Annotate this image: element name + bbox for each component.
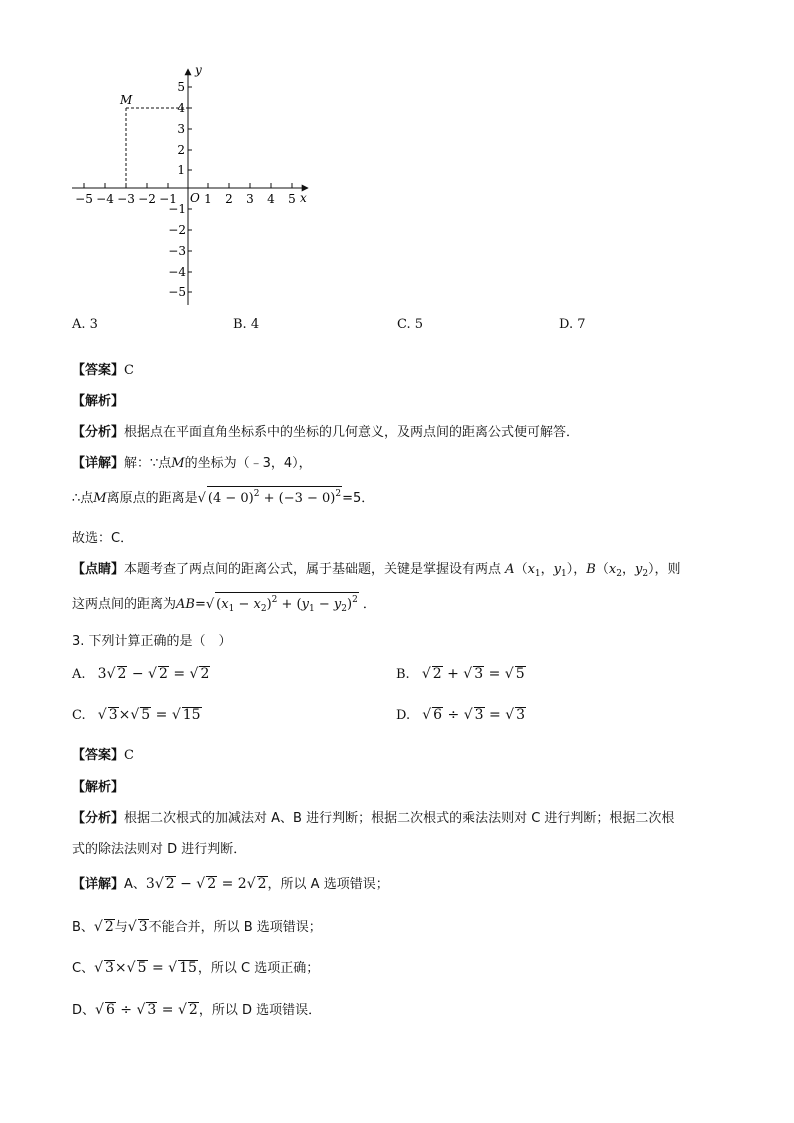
x-tick-label: 4 bbox=[267, 192, 275, 206]
option-label: A. bbox=[72, 667, 86, 682]
x-tick-label: 3 bbox=[246, 192, 254, 206]
distance-formula: √ $(4 - 0)^2 + (-3 - 0)^2$ bbox=[198, 491, 343, 506]
q3-option-b bbox=[396, 666, 526, 682]
q3-stem: 3. 下列计算正确的是（ ） bbox=[72, 634, 232, 649]
text: 这两点间的距离为 bbox=[72, 597, 177, 612]
points-text: $A(x_1$，$y_1$），$B(x_2$，$y_2$），则 bbox=[505, 562, 681, 579]
text: 离原点的距离是 bbox=[106, 491, 198, 506]
q3-xiangjie-b bbox=[72, 916, 322, 935]
q3-xiangjie-d bbox=[72, 999, 321, 1018]
answer-tag: 【答案】 bbox=[72, 363, 125, 378]
q3-fenxi-line1 bbox=[72, 807, 674, 826]
xiangjie-tag: 【详解】 bbox=[72, 456, 125, 471]
answer-tag: 【答案】 bbox=[72, 748, 125, 763]
y-axis-label: y bbox=[195, 63, 202, 77]
formula: √ 3×√ 5 = √ 15 bbox=[94, 960, 197, 976]
formula: 3√ 2 − √ 2 = 2√ 2 bbox=[145, 876, 267, 892]
text: ∴点 bbox=[72, 491, 94, 506]
text: 解：∵点 bbox=[124, 456, 172, 471]
point-m-label: M bbox=[120, 93, 133, 107]
fenxi-text: 根据点在平面直角坐标系中的坐标的几何意义，及两点间的距离公式便可解答． bbox=[124, 425, 580, 440]
q2-xiangjie-line2 bbox=[72, 486, 374, 506]
y-tick-label: −1 bbox=[168, 202, 186, 216]
option-label: C. bbox=[72, 708, 86, 723]
y-tick-label: 4 bbox=[177, 101, 185, 115]
y-tick-label: −2 bbox=[168, 223, 186, 237]
x-tick-label: 2 bbox=[225, 192, 233, 206]
q2-fenxi bbox=[72, 421, 579, 440]
y-tick-label: 3 bbox=[177, 122, 185, 136]
text: A、 bbox=[124, 877, 146, 892]
option-d: D. 7 bbox=[559, 317, 586, 332]
coordinate-graph bbox=[60, 55, 330, 315]
q2-guxuan: 故选：C． bbox=[72, 531, 134, 546]
q2-answer bbox=[72, 359, 134, 378]
text: M bbox=[93, 491, 107, 506]
answer-value: C bbox=[124, 748, 134, 763]
x-tick-label: −3 bbox=[117, 192, 135, 206]
text: ，所以 D 选项错误． bbox=[198, 1003, 322, 1018]
q2-jiexi: 【解析】 bbox=[72, 394, 125, 409]
option-c: C. 5 bbox=[397, 317, 424, 332]
option-label: D. bbox=[396, 708, 411, 723]
formula: √ 6 ÷ √ 3 = √ 2 bbox=[95, 1002, 198, 1018]
x-tick-label: 1 bbox=[204, 192, 212, 206]
option-a: A. 3 bbox=[72, 317, 98, 332]
y-tick-label: 1 bbox=[177, 163, 185, 177]
q3-option-c bbox=[72, 707, 202, 723]
y-tick-label: 5 bbox=[177, 80, 185, 94]
text: D、 bbox=[72, 1003, 96, 1018]
q2-dianjing-line1 bbox=[72, 558, 681, 579]
text: 与 bbox=[114, 920, 128, 935]
text: B、 bbox=[72, 920, 94, 935]
q3-xiangjie-a bbox=[72, 873, 389, 892]
general-distance-formula: √ $(x_1 - x_2)^2 + (y_1 - y_2)^2$ ． bbox=[206, 597, 376, 612]
fenxi-tag: 【分析】 bbox=[72, 425, 125, 440]
text: AB bbox=[176, 597, 195, 612]
y-tick-label: −5 bbox=[168, 285, 186, 299]
x-tick-label: −2 bbox=[138, 192, 156, 206]
origin-label: O bbox=[190, 191, 200, 205]
x-axis-label: x bbox=[300, 191, 307, 205]
formula: √ 3 bbox=[127, 919, 148, 935]
q2-dianjing-line2 bbox=[72, 592, 376, 616]
q3-answer bbox=[72, 744, 134, 763]
option-d-formula: √ 6 ÷ √ 3 = √ 3 bbox=[422, 707, 526, 723]
q3-jiexi: 【解析】 bbox=[72, 780, 125, 795]
y-tick-label: 2 bbox=[177, 143, 185, 157]
xiangjie-tag: 【详解】 bbox=[72, 877, 125, 892]
text: ，所以 C 选项正确； bbox=[197, 961, 320, 976]
x-tick-label: −1 bbox=[159, 192, 177, 206]
x-tick-label: −4 bbox=[96, 192, 114, 206]
q3-xiangjie-c bbox=[72, 957, 319, 976]
text: 本题考查了两点间的距离公式，属于基础题，关键是掌握设有两点 bbox=[124, 562, 502, 577]
text: ，所以 A 选项错误； bbox=[267, 877, 389, 892]
x-tick-label: 5 bbox=[288, 192, 296, 206]
text: 根据二次根式的加减法对 A、B 进行判断；根据二次根式的乘法法则对 C 进行判断；根据二次根 bbox=[124, 811, 675, 826]
q2-xiangjie-line1 bbox=[72, 452, 312, 471]
text: =5． bbox=[342, 491, 375, 506]
text: = bbox=[194, 597, 206, 612]
dianjing-tag: 【点睛】 bbox=[72, 562, 125, 577]
option-b: B. 4 bbox=[233, 317, 260, 332]
q3-option-a bbox=[72, 666, 210, 682]
y-tick-label: −3 bbox=[168, 244, 186, 258]
x-tick-label: −5 bbox=[75, 192, 93, 206]
y-tick-label: −4 bbox=[168, 265, 186, 279]
formula: √ 2 bbox=[93, 919, 114, 935]
option-c-formula: √ 3×√ 5 = √ 15 bbox=[97, 707, 201, 723]
text: 的坐标为（﹣3，4）， bbox=[184, 456, 312, 471]
option-a-formula: 3√ 2 − √ 2 = √ 2 bbox=[97, 666, 210, 682]
q3-fenxi-line2: 式的除法法则对 D 进行判断． bbox=[72, 842, 247, 857]
option-b-formula: √ 2 + √ 3 = √ 5 bbox=[421, 666, 525, 682]
answer-value: C bbox=[124, 363, 134, 378]
option-label: B. bbox=[396, 667, 410, 682]
text: C、 bbox=[72, 961, 95, 976]
fenxi-tag: 【分析】 bbox=[72, 811, 125, 826]
text: M bbox=[171, 456, 185, 471]
q3-option-d bbox=[396, 707, 526, 723]
text: 不能合并，所以 B 选项错误； bbox=[148, 920, 322, 935]
